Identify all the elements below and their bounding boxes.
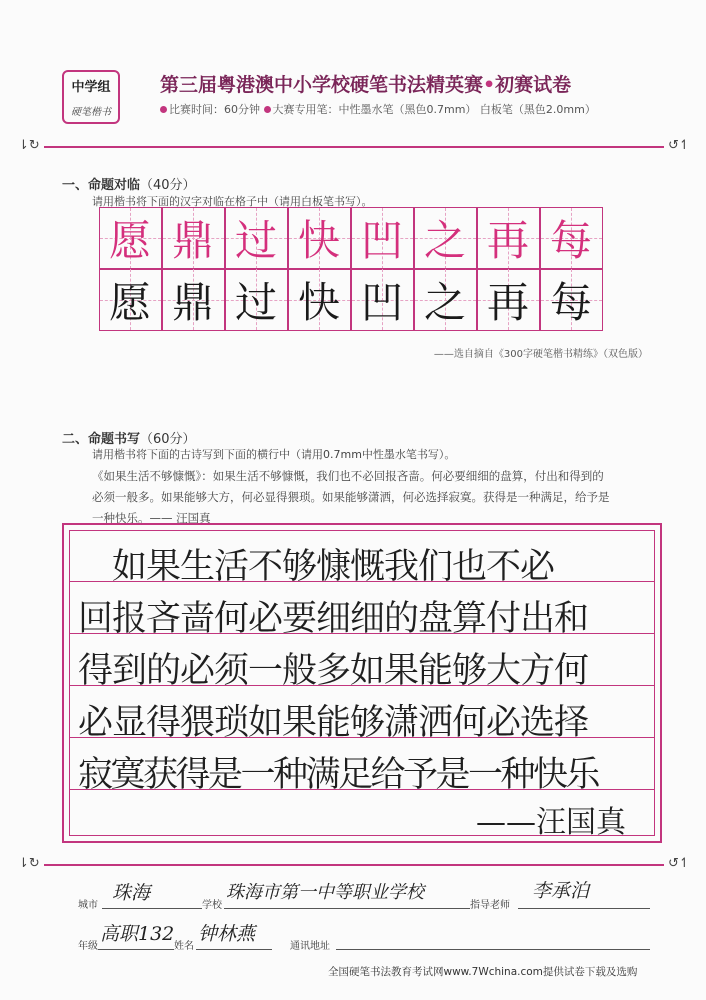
section1-score: （40分）	[140, 178, 196, 193]
writing-paper-inner	[69, 530, 655, 840]
grade-label: 年级	[78, 941, 98, 952]
copy-cell	[414, 268, 477, 331]
page-title	[160, 70, 571, 97]
model-char: 每	[549, 216, 592, 265]
ornament-left-bottom: ⇂↻	[18, 856, 40, 871]
model-cell	[351, 207, 414, 270]
school-underline	[224, 908, 470, 909]
title-tail: 初赛试卷	[495, 74, 572, 96]
copy-char: 凹	[360, 277, 403, 327]
ornament-right-bottom: ↺↿	[668, 856, 690, 871]
copy-char: 鼎	[171, 277, 214, 327]
source-citation: ——选自摘自《300字硬笔楷书精练》（双色版）	[433, 349, 648, 360]
copy-cell	[99, 268, 162, 331]
model-char: 再	[486, 216, 529, 265]
bullet-dot	[264, 106, 271, 113]
section1-instruction: 请用楷书将下面的汉字对临在格子中（请用白板笔书写）。	[92, 195, 373, 208]
section2-score: （60分）	[140, 432, 196, 447]
written-line: 寂寞获得是一种满足给予是一种快乐	[78, 755, 599, 795]
section2-instruction: 请用楷书将下面的古诗写到下面的横行中（请用0.7mm中性墨水笔书写）。	[92, 448, 456, 461]
copy-char: 再	[486, 277, 529, 327]
model-char: 过	[234, 216, 277, 265]
model-cell	[540, 207, 603, 270]
copy-char: 每	[549, 277, 592, 327]
copy-cell	[288, 268, 351, 331]
address-underline	[336, 949, 650, 950]
category-badge	[62, 70, 120, 124]
poem-line: 必须一般多。如果能够大方，何必显得猥琐。如果能够潇洒，何必选择寂寞。获得是一种满足，给予是	[92, 490, 610, 504]
section1-heading	[62, 174, 196, 193]
model-char: 鼎	[171, 216, 214, 265]
written-signature: ——汪国真	[476, 805, 626, 840]
copy-char: 快	[297, 277, 340, 327]
exam-time: 比赛时间：60分钟	[169, 103, 260, 116]
title-main: 第三届粤港澳中小学校硬笔书法精英赛	[160, 74, 484, 96]
copy-cell	[162, 268, 225, 331]
written-line: 必显得猥琐如果能够潇洒何必选择	[78, 703, 589, 743]
model-cell	[99, 207, 162, 270]
written-line: 回报吝啬何必要细细的盘算付出和	[78, 599, 589, 639]
section2-title: 二、命题书写	[62, 432, 141, 447]
address-label: 通讯地址	[290, 941, 330, 952]
model-cell	[288, 207, 351, 270]
badge-style: 硬笔楷书	[71, 107, 111, 118]
model-cell	[162, 207, 225, 270]
badge-group: 中学组	[71, 80, 111, 95]
poem-line: 《如果生活不够慷慨》：如果生活不够慷慨，我们也不必回报吝啬。何必要细细的盘算，付出和得到的	[92, 469, 604, 483]
name-label: 姓名	[174, 941, 194, 952]
top-divider	[44, 146, 664, 148]
copy-char: 之	[423, 277, 466, 327]
ornament-right-top: ↺↿	[668, 138, 690, 153]
copy-char: 过	[234, 277, 277, 327]
model-cell	[477, 207, 540, 270]
model-cell	[414, 207, 477, 270]
grade-value[interactable]: 高职132	[100, 923, 175, 945]
poem-line: 一种快乐。—— 汪国真	[92, 511, 211, 525]
teacher-underline	[518, 908, 650, 909]
school-value[interactable]: 珠海市第一中等职业学校	[226, 882, 424, 903]
city-label: 城市	[78, 900, 98, 911]
written-line: 得到的必须一般多如果能够大方何	[78, 651, 589, 691]
model-char: 快	[297, 216, 340, 265]
copy-cell	[540, 268, 603, 331]
model-char: 之	[423, 216, 466, 265]
model-char: 凹	[360, 216, 403, 265]
copy-cell	[477, 268, 540, 331]
title-separator: •	[483, 74, 496, 96]
section2-heading	[62, 428, 196, 447]
copy-grid	[100, 208, 604, 331]
name-value[interactable]: 钟林燕	[198, 923, 256, 945]
exam-pen: 大赛专用笔：中性墨水笔（黑色0.7mm） 白板笔（黑色2.0mm）	[272, 103, 596, 116]
copy-cell	[351, 268, 414, 331]
city-value[interactable]: 珠海	[112, 882, 151, 904]
copy-char: 愿	[108, 277, 151, 327]
model-cell	[225, 207, 288, 270]
copy-cell	[225, 268, 288, 331]
city-underline	[102, 908, 202, 909]
footer-text: 全国硬笔书法教育考试网www.7Wchina.com提供试卷下载及选购	[328, 966, 638, 978]
bullet-dot	[160, 106, 167, 113]
school-label: 学校	[202, 900, 222, 911]
written-line: 如果生活不够慷慨我们也不必	[78, 547, 555, 587]
name-underline	[196, 949, 272, 950]
writing-paper	[62, 523, 662, 843]
grade-underline	[98, 949, 174, 950]
model-char: 愿	[108, 216, 151, 265]
teacher-value[interactable]: 李承泊	[532, 880, 590, 902]
teacher-label: 指导老师	[470, 900, 510, 911]
section1-title: 一、命题对临	[62, 178, 141, 193]
poem-text	[92, 466, 660, 529]
bottom-divider	[44, 864, 664, 866]
exam-info	[160, 101, 596, 117]
ornament-left-top: ⇂↻	[18, 138, 40, 153]
